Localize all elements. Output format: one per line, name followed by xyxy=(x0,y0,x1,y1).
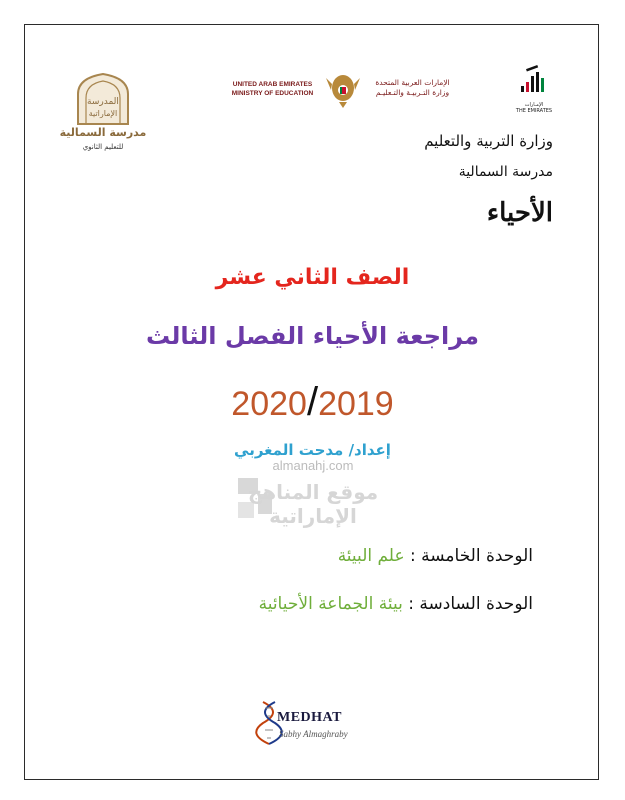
academic-year xyxy=(0,380,625,425)
ministry-of-education-logo xyxy=(225,70,460,110)
year-slash: / xyxy=(306,380,319,424)
watermark-brand: موقع المناهج الإماراتية xyxy=(247,480,379,528)
watermark-site: almanahj.com xyxy=(272,458,354,473)
svg-text:الإماراتية: الإماراتية xyxy=(88,109,118,118)
unit-six-label: الوحدة السادسة : xyxy=(402,594,533,614)
svg-text:المدرسة: المدرسة xyxy=(87,97,119,107)
review-title: مراجعة الأحياء الفصل الثالث xyxy=(146,322,479,350)
school-logo xyxy=(58,70,148,160)
prepared-by: إعداد/ مدحت المغربي xyxy=(234,441,391,459)
moe-arabic-text: الإمارات العربية المتحدة وزارة التـربيـة والتـعليـم xyxy=(375,78,450,97)
subject-title: الأحياء xyxy=(486,198,553,228)
year-start: 2020 xyxy=(231,385,307,423)
ministry-name: وزارة التربية والتعليم xyxy=(424,132,553,150)
grade-title: الصف الثاني عشر xyxy=(215,265,410,290)
medhat-brand: MEDHAT xyxy=(277,710,342,725)
medhat-subtitle: Sabhy Almaghraby xyxy=(279,729,348,739)
uae-logo-text: الإمـارات THE EMIRATES xyxy=(515,102,553,114)
medhat-logo xyxy=(255,698,375,748)
falcon-emblem-icon xyxy=(323,70,363,110)
school-arch-icon xyxy=(58,70,148,126)
moe-english-text: UNITED ARAB EMIRATES MINISTRY OF EDUCATION xyxy=(231,81,314,97)
unit-five-label: الوحدة الخامسة : xyxy=(404,546,533,566)
unit-six xyxy=(259,594,533,614)
unit-five xyxy=(338,546,533,566)
uae-emirates-logo xyxy=(512,62,556,114)
school-logo-name: مدرسة السمالية xyxy=(59,126,147,139)
school-logo-subtitle: للتعليم الثانوي xyxy=(82,143,124,151)
unit-five-value: علم البيئة xyxy=(337,546,405,566)
school-name: مدرسة السمالية xyxy=(458,164,553,180)
year-end: 2019 xyxy=(318,385,394,423)
uae-bars-icon xyxy=(512,62,556,102)
unit-six-value: بيئة الجماعة الأحيائية xyxy=(258,594,403,614)
